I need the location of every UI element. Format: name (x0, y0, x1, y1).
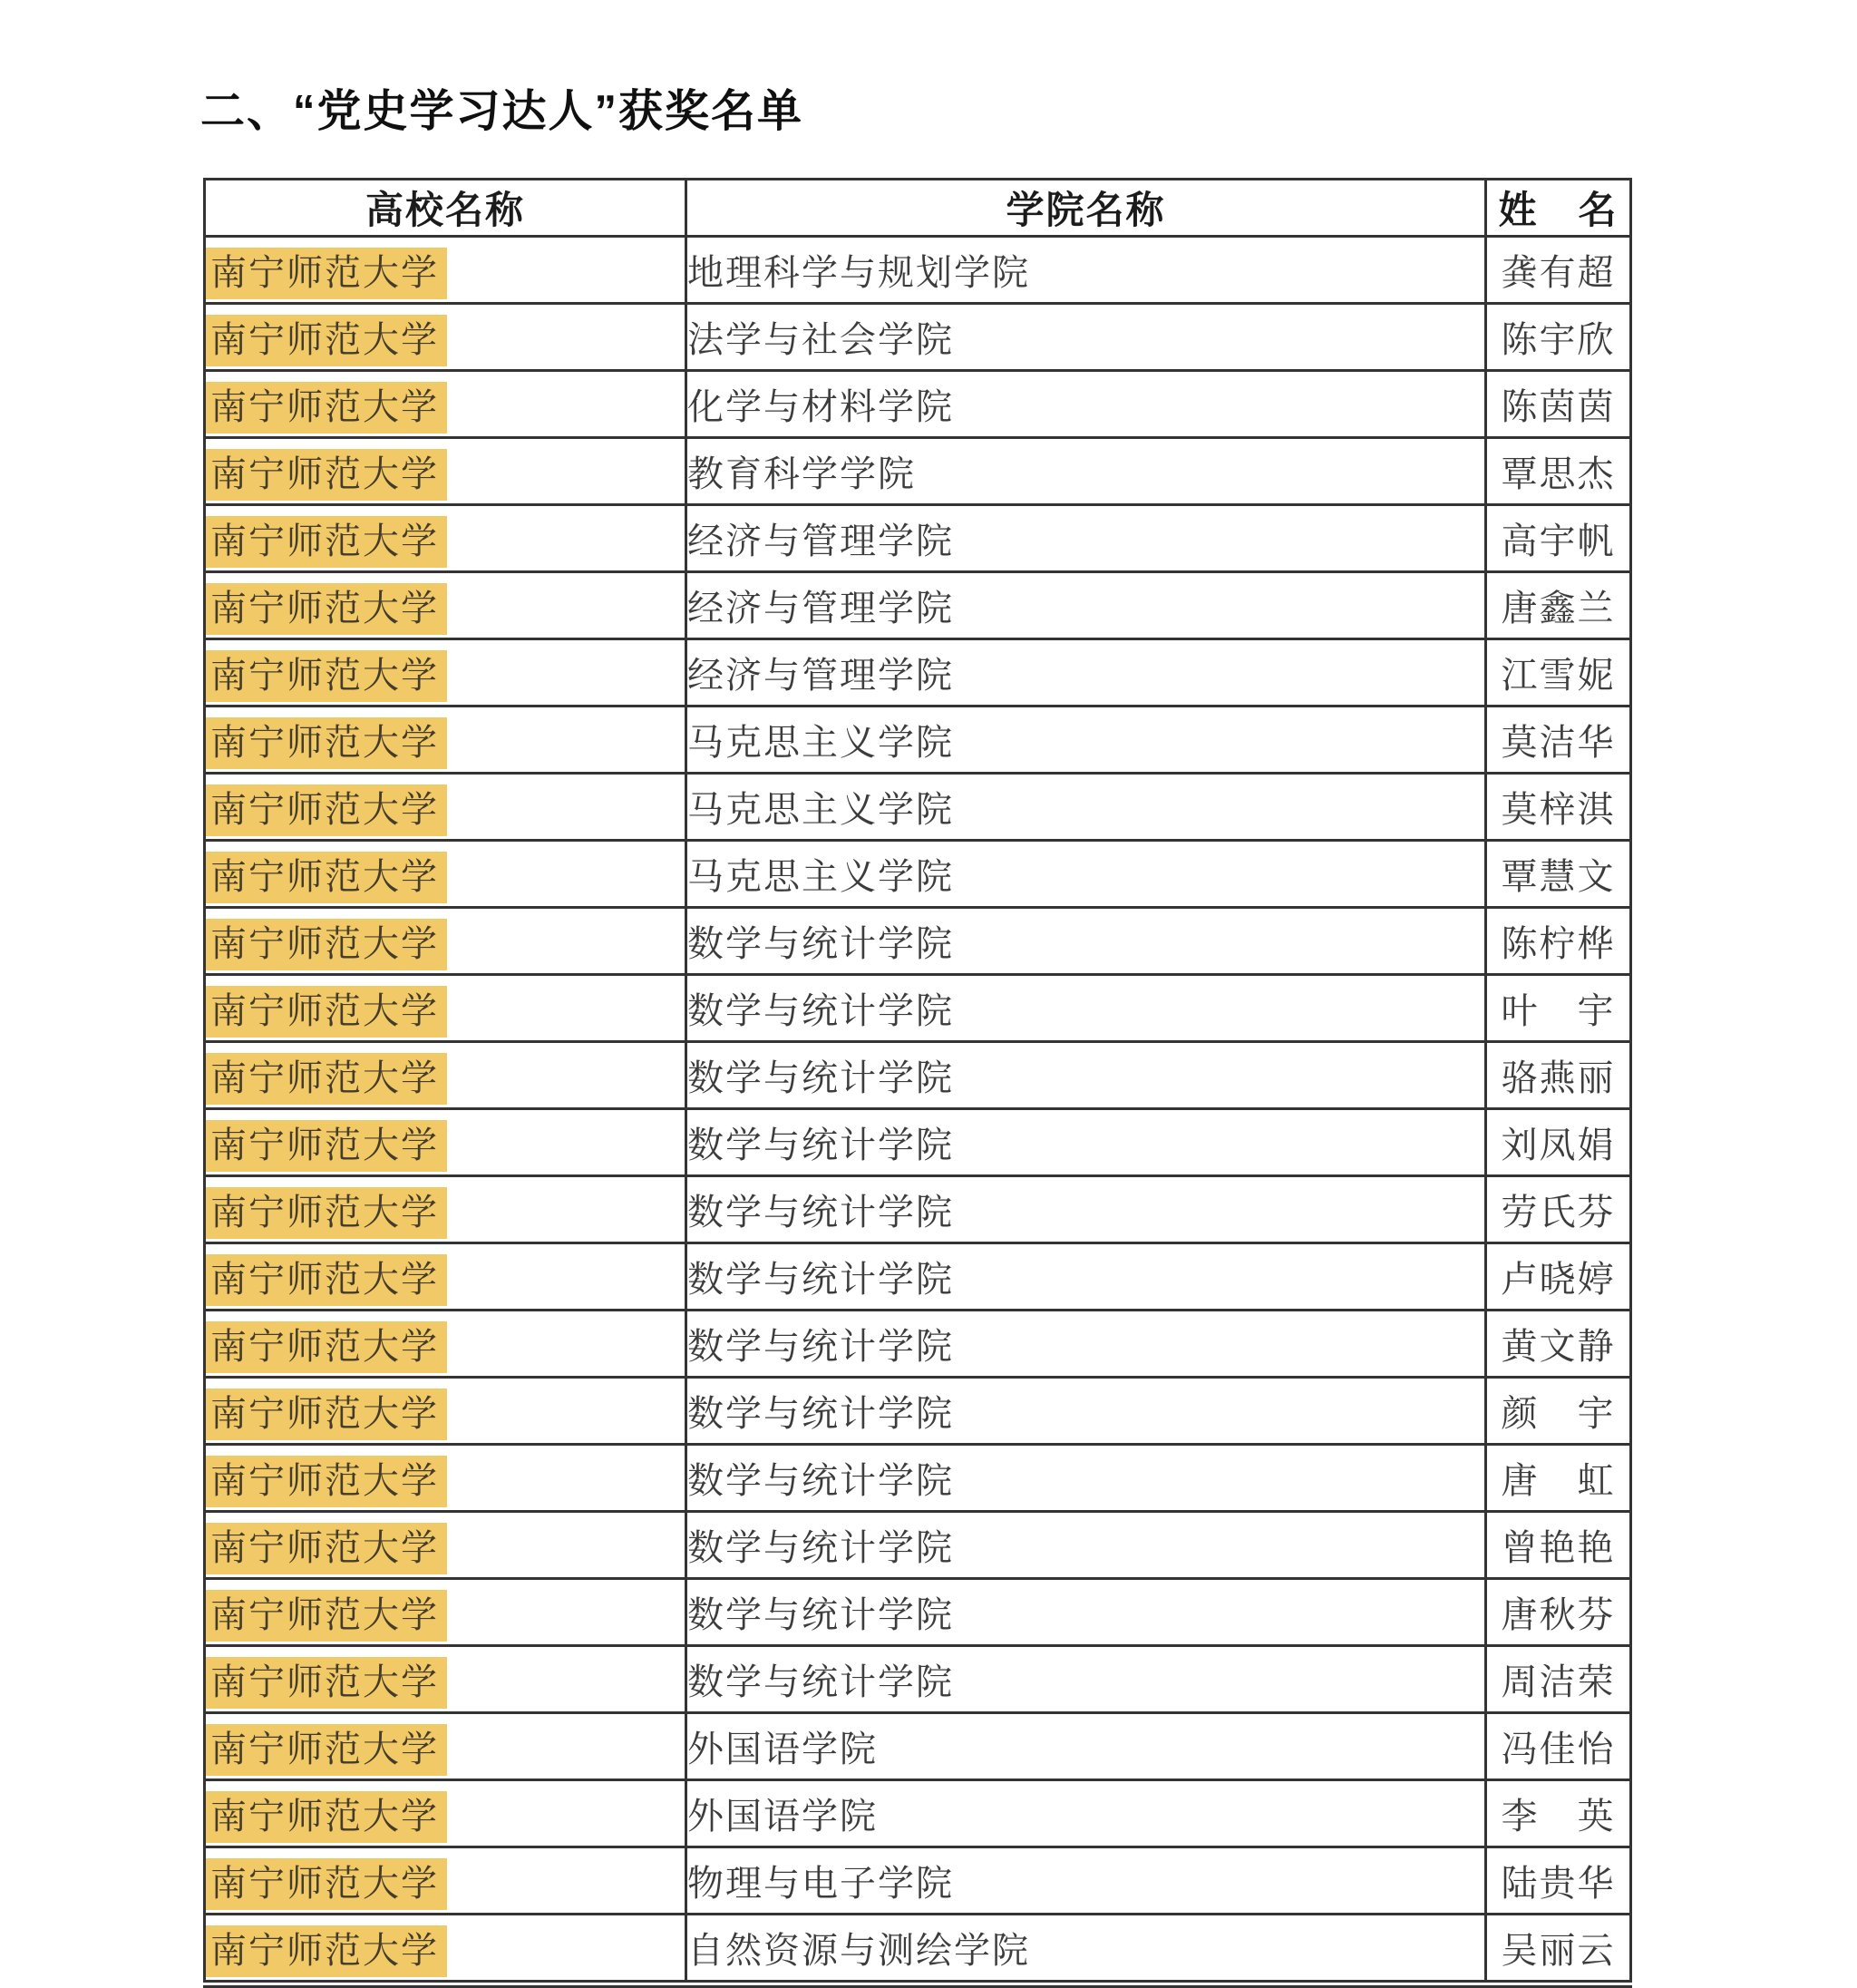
award-table (203, 178, 1632, 1988)
name-cell: 刘凤娟 (1486, 1109, 1631, 1176)
university-cell (205, 1378, 686, 1445)
table-row (205, 438, 1631, 505)
name-cell: 唐 虹 (1486, 1445, 1631, 1512)
table-row (205, 505, 1631, 572)
name-cell: 骆燕丽 (1486, 1042, 1631, 1109)
university-cell (205, 1311, 686, 1378)
university-cell (205, 1176, 686, 1243)
college-cell: 数学与统计学院 (686, 1579, 1486, 1646)
university-highlight: 南宁师范大学 (206, 516, 447, 568)
college-cell: 自然资源与测绘学院 (686, 1915, 1486, 1984)
university-highlight: 南宁师范大学 (206, 1791, 447, 1843)
university-highlight: 南宁师范大学 (206, 1590, 447, 1642)
name-cell: 莫洁华 (1486, 707, 1631, 774)
name-cell: 唐秋芬 (1486, 1579, 1631, 1646)
name-cell: 陈茵茵 (1486, 371, 1631, 438)
header-university: 高校名称 (205, 180, 686, 237)
table-row (205, 1109, 1631, 1176)
university-highlight: 南宁师范大学 (206, 1187, 447, 1239)
university-cell (205, 1109, 686, 1176)
university-highlight: 南宁师范大学 (206, 382, 447, 434)
college-cell: 外国语学院 (686, 1713, 1486, 1780)
table-row (205, 1847, 1631, 1915)
table-body (205, 237, 1631, 1984)
university-cell (205, 304, 686, 371)
name-cell: 陆贵华 (1486, 1847, 1631, 1915)
name-cell: 莫梓淇 (1486, 774, 1631, 841)
university-cell (205, 1780, 686, 1847)
table-row (205, 975, 1631, 1042)
university-highlight: 南宁师范大学 (206, 1254, 447, 1306)
college-cell: 经济与管理学院 (686, 572, 1486, 639)
college-cell: 化学与材料学院 (686, 371, 1486, 438)
university-cell (205, 1042, 686, 1109)
table-row (205, 572, 1631, 639)
university-highlight: 南宁师范大学 (206, 1456, 447, 1507)
name-cell: 周洁荣 (1486, 1646, 1631, 1713)
university-highlight: 南宁师范大学 (206, 1523, 447, 1574)
university-highlight: 南宁师范大学 (206, 1389, 447, 1440)
university-cell (205, 639, 686, 707)
name-cell: 劳氏芬 (1486, 1176, 1631, 1243)
college-cell: 数学与统计学院 (686, 1445, 1486, 1512)
university-cell (205, 841, 686, 908)
table-header (205, 180, 1631, 237)
name-cell: 陈宇欣 (1486, 304, 1631, 371)
university-cell (205, 908, 686, 975)
page-title: 二、“党史学习达人”获奖名单 (200, 87, 804, 136)
table-row (205, 1780, 1631, 1847)
university-cell (205, 1243, 686, 1311)
header-college: 学院名称 (686, 180, 1486, 237)
name-cell: 李 英 (1486, 1780, 1631, 1847)
university-cell (205, 1445, 686, 1512)
university-cell (205, 505, 686, 572)
table-row (205, 1445, 1631, 1512)
table-row (205, 1512, 1631, 1579)
college-cell: 数学与统计学院 (686, 1042, 1486, 1109)
table-row (205, 304, 1631, 371)
table-row (205, 237, 1631, 304)
table-row (205, 1915, 1631, 1984)
university-highlight: 南宁师范大学 (206, 1657, 447, 1709)
university-cell (205, 1512, 686, 1579)
college-cell: 数学与统计学院 (686, 908, 1486, 975)
college-cell: 马克思主义学院 (686, 841, 1486, 908)
university-highlight: 南宁师范大学 (206, 248, 447, 299)
university-cell (205, 371, 686, 438)
table-row (205, 371, 1631, 438)
name-cell: 曾艳艳 (1486, 1512, 1631, 1579)
college-cell: 数学与统计学院 (686, 1109, 1486, 1176)
university-highlight: 南宁师范大学 (206, 1120, 447, 1172)
table-row (205, 774, 1631, 841)
university-highlight: 南宁师范大学 (206, 784, 447, 836)
table-row (205, 1311, 1631, 1378)
university-highlight: 南宁师范大学 (206, 986, 447, 1038)
college-cell: 物理与电子学院 (686, 1847, 1486, 1915)
university-cell (205, 774, 686, 841)
university-cell (205, 1847, 686, 1915)
name-cell: 颜 宇 (1486, 1378, 1631, 1445)
table-row (205, 1713, 1631, 1780)
college-cell: 马克思主义学院 (686, 774, 1486, 841)
college-cell: 经济与管理学院 (686, 639, 1486, 707)
university-cell (205, 1915, 686, 1984)
university-highlight: 南宁师范大学 (206, 315, 447, 366)
college-cell: 马克思主义学院 (686, 707, 1486, 774)
college-cell: 数学与统计学院 (686, 1512, 1486, 1579)
table-row (205, 1646, 1631, 1713)
university-cell (205, 1646, 686, 1713)
name-cell: 唐鑫兰 (1486, 572, 1631, 639)
university-highlight: 南宁师范大学 (206, 583, 447, 635)
college-cell: 经济与管理学院 (686, 505, 1486, 572)
table-row (205, 1378, 1631, 1445)
college-cell: 数学与统计学院 (686, 1176, 1486, 1243)
table-row (205, 908, 1631, 975)
name-cell: 冯佳怡 (1486, 1713, 1631, 1780)
college-cell: 数学与统计学院 (686, 1646, 1486, 1713)
university-highlight: 南宁师范大学 (206, 449, 447, 501)
college-cell: 外国语学院 (686, 1780, 1486, 1847)
college-cell: 地理科学与规划学院 (686, 237, 1486, 304)
university-highlight: 南宁师范大学 (206, 1858, 447, 1910)
university-highlight: 南宁师范大学 (206, 1053, 447, 1105)
name-cell: 龚有超 (1486, 237, 1631, 304)
table-row (205, 841, 1631, 908)
university-highlight: 南宁师范大学 (206, 852, 447, 903)
university-highlight: 南宁师范大学 (206, 650, 447, 702)
university-highlight: 南宁师范大学 (206, 717, 447, 769)
name-cell: 吴丽云 (1486, 1915, 1631, 1984)
university-cell (205, 707, 686, 774)
table-row (205, 1042, 1631, 1109)
name-cell: 卢晓婷 (1486, 1243, 1631, 1311)
college-cell: 法学与社会学院 (686, 304, 1486, 371)
table-row (205, 1176, 1631, 1243)
university-cell (205, 1713, 686, 1780)
table-row (205, 1243, 1631, 1311)
name-cell: 叶 宇 (1486, 975, 1631, 1042)
name-cell: 覃思杰 (1486, 438, 1631, 505)
university-highlight: 南宁师范大学 (206, 1925, 447, 1977)
table-row (205, 1579, 1631, 1646)
name-cell: 黄文静 (1486, 1311, 1631, 1378)
header-name: 姓 名 (1486, 180, 1631, 237)
college-cell: 数学与统计学院 (686, 1243, 1486, 1311)
university-highlight: 南宁师范大学 (206, 1321, 447, 1373)
name-cell: 陈柠桦 (1486, 908, 1631, 975)
university-cell (205, 572, 686, 639)
university-highlight: 南宁师范大学 (206, 1724, 447, 1776)
table-row (205, 639, 1631, 707)
header-row (205, 180, 1631, 237)
name-cell: 江雪妮 (1486, 639, 1631, 707)
name-cell: 覃慧文 (1486, 841, 1631, 908)
university-cell (205, 975, 686, 1042)
university-cell (205, 438, 686, 505)
college-cell: 数学与统计学院 (686, 975, 1486, 1042)
college-cell: 数学与统计学院 (686, 1378, 1486, 1445)
name-cell: 高宇帆 (1486, 505, 1631, 572)
university-cell (205, 237, 686, 304)
college-cell: 数学与统计学院 (686, 1311, 1486, 1378)
college-cell: 教育科学学院 (686, 438, 1486, 505)
university-highlight: 南宁师范大学 (206, 919, 447, 970)
university-cell (205, 1579, 686, 1646)
table-row (205, 707, 1631, 774)
